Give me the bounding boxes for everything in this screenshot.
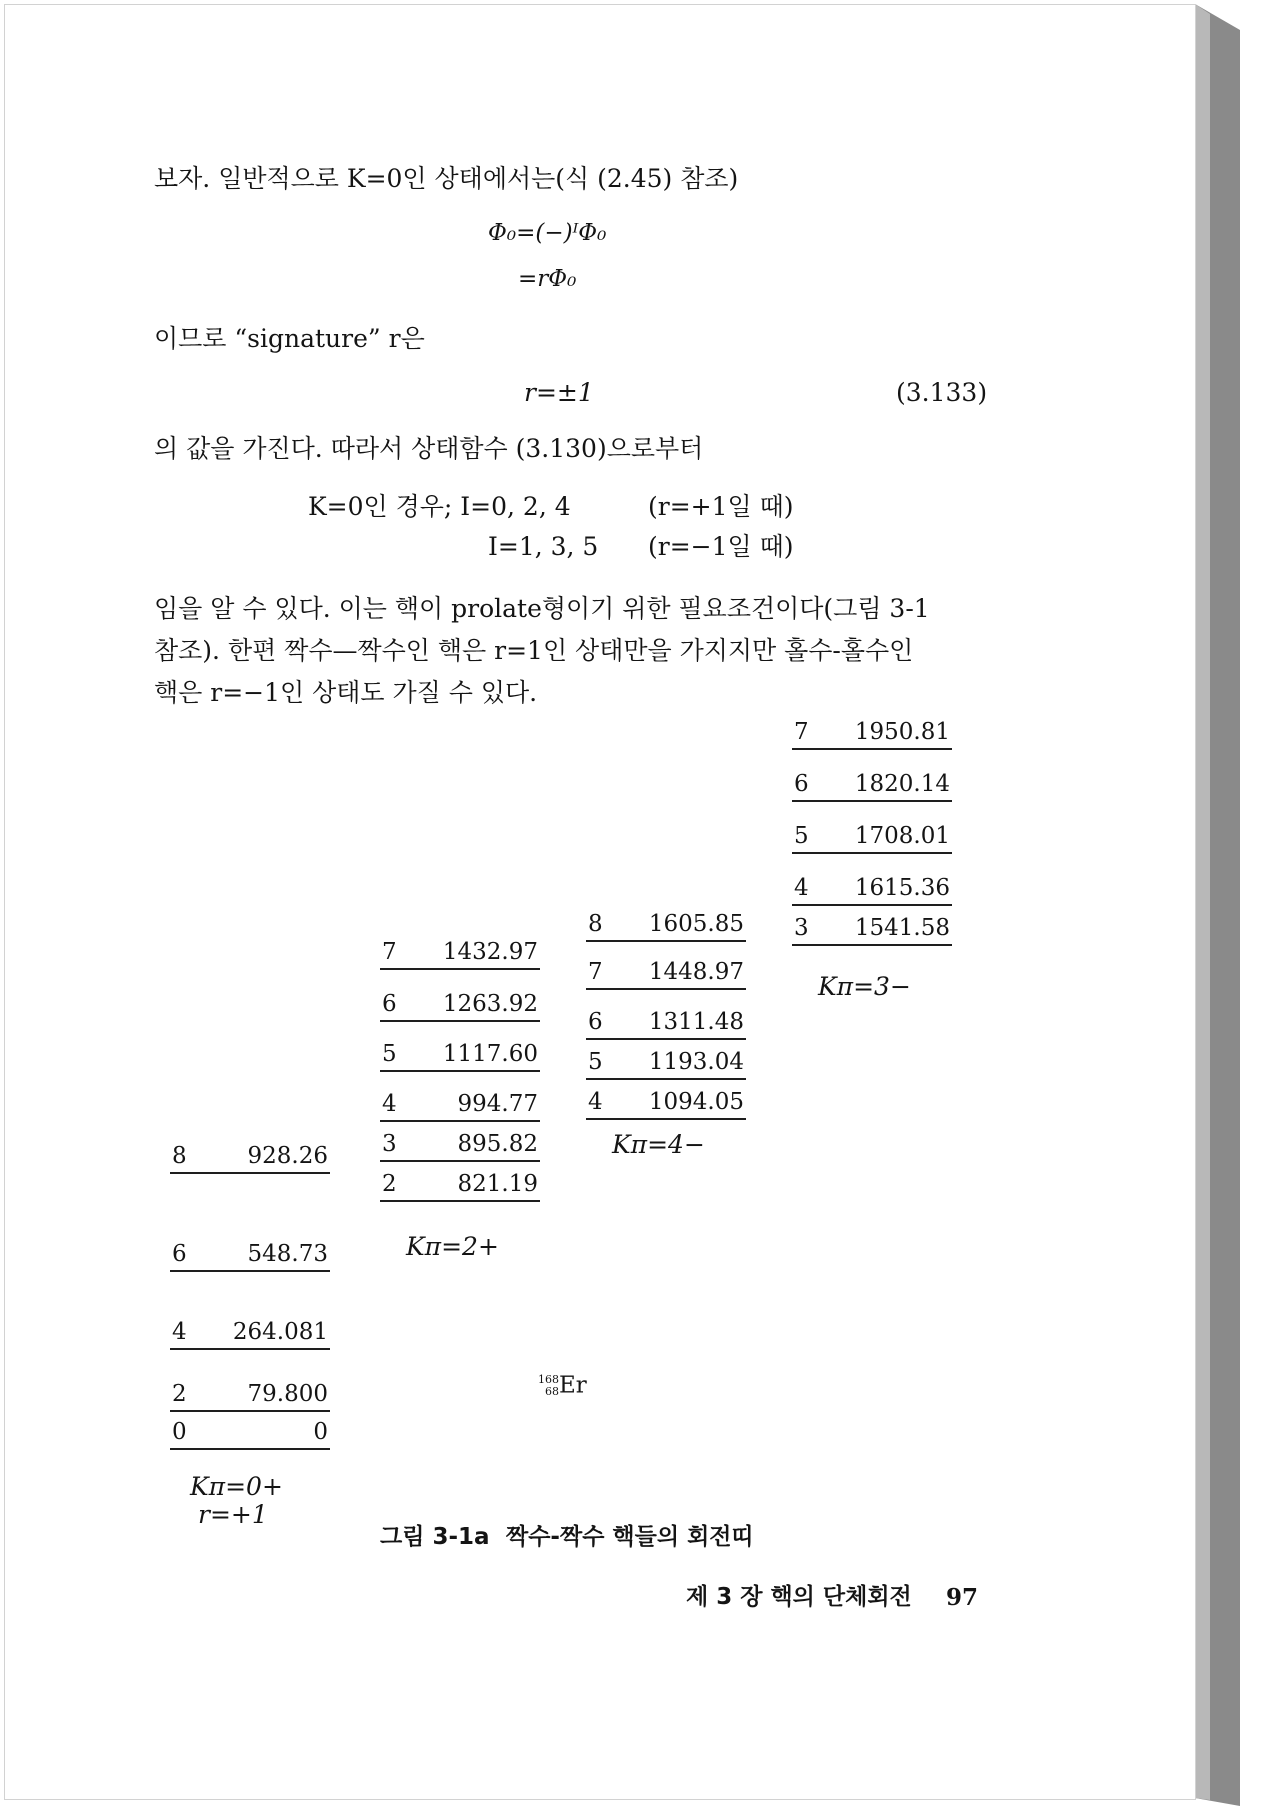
- level-spin: 5: [794, 823, 809, 849]
- level-energy: 1820.14: [854, 771, 950, 797]
- level-energy: 1263.92: [442, 991, 538, 1017]
- level-spin: 7: [794, 719, 809, 745]
- level-energy: 1615.36: [854, 875, 950, 901]
- energy-level: [380, 1170, 540, 1202]
- energy-level: [170, 1240, 330, 1272]
- text-line-3: 의 값을 가진다. 따라서 상태함수 (3.130)으로부터: [154, 434, 704, 463]
- energy-level: [380, 1040, 540, 1072]
- level-spin: 6: [172, 1241, 187, 1267]
- text-line-1: 보자. 일반적으로 K=0인 상태에서는(식 (2.45) 참조): [154, 164, 739, 193]
- level-spin: 7: [588, 959, 603, 985]
- level-energy: 1950.81: [854, 719, 950, 745]
- level-spin: 4: [588, 1089, 603, 1115]
- level-energy: 994.77: [457, 1091, 538, 1117]
- level-energy: 1605.85: [648, 911, 744, 937]
- paragraph-line-2: 참조). 한편 짝수—짝수인 핵은 r=1인 상태만을 가지지만 홀수-홀수인: [154, 636, 914, 665]
- level-energy: 1094.05: [648, 1089, 744, 1115]
- level-spin: 4: [794, 875, 809, 901]
- level-energy: 1311.48: [648, 1009, 744, 1035]
- nucleus-symbol: Er: [559, 1372, 587, 1399]
- energy-level: [170, 1418, 330, 1450]
- figure-caption-text: 짝수-짝수 핵들의 회전띠: [506, 1524, 754, 1550]
- footer-chapter-title: 제 3 장 핵의 단체회전: [686, 1584, 912, 1610]
- energy-level: [586, 1088, 746, 1120]
- level-spin: 5: [382, 1041, 397, 1067]
- nucleus-mass-number: 168: [538, 1373, 559, 1386]
- level-spin: 5: [588, 1049, 603, 1075]
- level-energy: 1541.58: [854, 915, 950, 941]
- energy-level: [170, 1142, 330, 1174]
- level-energy: 928.26: [247, 1143, 328, 1169]
- level-spin: 6: [382, 991, 397, 1017]
- band-label: Kπ=4−: [612, 1130, 705, 1159]
- level-spin: 8: [172, 1143, 187, 1169]
- energy-level: [380, 1090, 540, 1122]
- level-spin: 7: [382, 939, 397, 965]
- energy-level: [586, 910, 746, 942]
- nucleus-label: [538, 1374, 587, 1398]
- energy-level: [792, 822, 952, 854]
- case-2-condition: I=1, 3, 5: [488, 532, 599, 561]
- equation-1a: Φ₀=(−)ᴵΦ₀: [488, 220, 607, 246]
- energy-level: [170, 1318, 330, 1350]
- case-1-signature: (r=+1일 때): [648, 492, 794, 521]
- level-spin: 4: [382, 1091, 397, 1117]
- paragraph-line-3: 핵은 r=−1인 상태도 가질 수 있다.: [154, 678, 538, 707]
- energy-level: [586, 958, 746, 990]
- equation-2-number: (3.133): [896, 378, 988, 407]
- level-energy: 1432.97: [442, 939, 538, 965]
- energy-level: [792, 874, 952, 906]
- level-spin: 4: [172, 1319, 187, 1345]
- figure-caption-label: 그림 3-1a: [380, 1524, 490, 1550]
- text-line-2: 이므로 “signature” r은: [154, 324, 425, 353]
- energy-level: [170, 1380, 330, 1412]
- equation-1b: =rΦ₀: [518, 266, 577, 292]
- level-energy: 79.800: [247, 1381, 328, 1407]
- equation-2: r=±1: [524, 378, 594, 407]
- level-spin: 3: [382, 1131, 397, 1157]
- band-label: Kπ=3−: [818, 972, 911, 1001]
- paragraph-line-1: 임을 알 수 있다. 이는 핵이 prolate형이기 위한 필요조건이다(그림 3-1: [154, 594, 930, 623]
- case-1-condition: K=0인 경우; I=0, 2, 4: [308, 492, 571, 521]
- level-energy: 1708.01: [854, 823, 950, 849]
- energy-level: [586, 1008, 746, 1040]
- level-energy: 548.73: [247, 1241, 328, 1267]
- band-signature-label: r=+1: [198, 1500, 268, 1529]
- level-spin: 3: [794, 915, 809, 941]
- case-2-signature: (r=−1일 때): [648, 532, 794, 561]
- page-number: 97: [946, 1584, 979, 1611]
- level-energy: 264.081: [232, 1319, 328, 1345]
- energy-level: [586, 1048, 746, 1080]
- energy-level: [380, 938, 540, 970]
- energy-level: [792, 718, 952, 750]
- level-energy: 1117.60: [442, 1041, 538, 1067]
- level-spin: 0: [172, 1419, 187, 1445]
- energy-level: [380, 990, 540, 1022]
- nucleus-atomic-number: 68: [545, 1385, 559, 1399]
- level-spin: 2: [382, 1171, 397, 1197]
- band-label: Kπ=2+: [406, 1232, 499, 1261]
- level-spin: 6: [588, 1009, 603, 1035]
- level-energy: 0: [313, 1419, 328, 1445]
- level-spin: 6: [794, 771, 809, 797]
- level-energy: 821.19: [457, 1171, 538, 1197]
- energy-level: [792, 914, 952, 946]
- band-label: Kπ=0+: [190, 1472, 283, 1501]
- level-spin: 2: [172, 1381, 187, 1407]
- level-energy: 1193.04: [648, 1049, 744, 1075]
- level-spin: 8: [588, 911, 603, 937]
- energy-level: [792, 770, 952, 802]
- level-energy: 1448.97: [648, 959, 744, 985]
- level-energy: 895.82: [457, 1131, 538, 1157]
- energy-level: [380, 1130, 540, 1162]
